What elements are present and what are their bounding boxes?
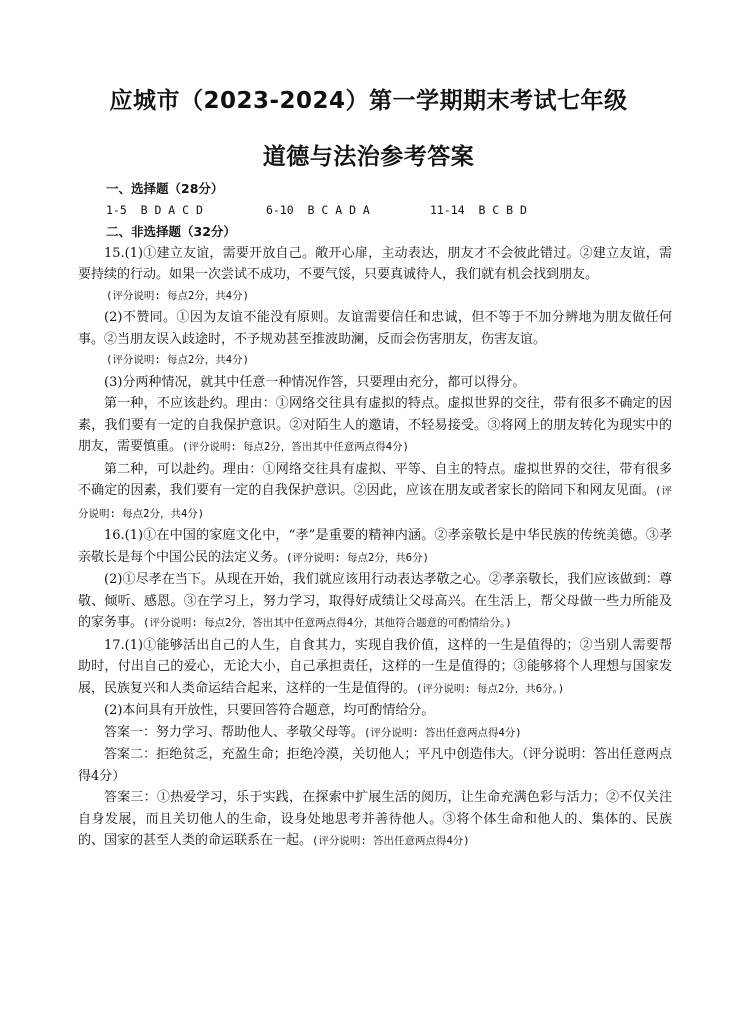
q17-part1 [78, 635, 672, 701]
q15-part3-option1 [78, 393, 672, 459]
doc-title: 应城市（2023-2024）第一学期期末考试七年级 [109, 88, 628, 114]
q16-part1-note: (评分说明: 每点2分，共6分) [286, 551, 429, 564]
doc-subtitle: 道德与法治参考答案 [262, 144, 475, 170]
answer-option-1 [78, 722, 672, 745]
section-heading-choice: 一、选择题（28分） [106, 181, 224, 196]
answer-option-1-text: 答案一：努力学习、帮助他人、孝敬父母等。 [104, 724, 365, 740]
q15-part1-note: (评分说明: 每点2分，共4分) [106, 289, 249, 302]
q15-option1-text: 第一种，不应该赴约。理由：①网络交往具有虚拟的特点。虚拟世界的交往，带有很多不确定的因素，我们要有一定的自我保护意识。②对陌生人的邀请，不轻易接受。③将网上的朋友转化为现实中的朋友，需要慎重。 [78, 396, 672, 454]
choice-group-2: 6-10 B C A D A [266, 202, 370, 217]
choice-group-1: 1-5 B D A C D [106, 202, 203, 217]
q15-option1-note: (评分说明: 每点2分，答出其中任意两点得4分) [182, 441, 409, 453]
q16-part2 [78, 569, 672, 635]
answer-option-3 [78, 787, 672, 853]
q15-part1: 15.(1)①建立友谊，需要开放自己。敞开心扉，主动表达，朋友才不会彼此错过。②建立友谊，需要持续的行动。如果一次尝试不成功，不要气馁，只要真诚待人，我们就有机会找到朋友。 [78, 245, 672, 282]
q16-part1 [78, 525, 672, 569]
q15-option2-text: 第二种，可以赴约。理由：①网络交往具有虚拟、平等、自主的特点。虚拟世界的交往，带有很多不确定的因素，我们要有一定的自我保护意识。②因此，应该在朋友或者家长的陪同下和网友见面。 [78, 461, 672, 498]
section-heading-nonchoice: 二、非选择题（32分） [106, 224, 236, 239]
answer-option-1-note: (评分说明: 答出任意两点得4分) [364, 726, 522, 739]
q15-part2-note: (评分说明: 每点2分，共4分) [106, 354, 249, 366]
q17-part1-text: 17.(1)①能够活出自己的人生，自食其力，实现自我价值，这样的一生是值得的；②当别人需要帮助时，付出自己的爱心，无论大小，自己承担责任，这样的一生是值得的；③能够将个人理想与国家发展，民族复兴和人类命运结合起来，这样的一生是值得的。 [78, 637, 672, 696]
q15-part3: (3)分两种情况，就其中任意一种情况作答，只要理由充分，都可以得分。 [104, 374, 526, 390]
q16-part2-note: (评分说明: 每点2分，答出其中任意两点得4分，其他符合题意的可酌情给分。) [143, 617, 512, 629]
answer-option-3-note: (评分说明: 答出任意两点得4分) [312, 835, 470, 847]
answer-body [78, 178, 672, 853]
q15-part3-option2 [78, 459, 672, 526]
q15-option2-note: (评分说明: 每点2分，共4分) [78, 485, 672, 520]
q16-part1-text: 16.(1)①在中国的家庭文化中，“孝”是重要的精神内涵。②孝亲敬长是中华民族的传统美德。③孝亲敬长是每个中国公民的法定义务。 [78, 528, 672, 565]
choice-group-3: 11-14 B C B D [430, 202, 527, 217]
q17-part2: (2)本问具有开放性，只要回答符合题意，均可酌情给分。 [104, 703, 435, 718]
q16-part2-text: (2)①尽孝在当下。从现在开始，我们就应该用行动表达孝敬之心。②孝亲敬长，我们应该做到：尊敬、倾听、感恩。③在学习上，努力学习，取得好成绩让父母高兴。在生活上，帮父母做一些力所能及的家务事。 [78, 572, 672, 630]
q15-part2: (2)不赞同。①因为友谊不能没有原则。友谊需要信任和忠诚，但不等于不加分辨地为朋友做任何事。②当朋友误入歧途时，不予规劝甚至推波助澜，反而会伤害朋友，伤害友谊。 [78, 310, 672, 347]
choice-answers [78, 200, 672, 222]
answer-option-3-text: 答案三：①热爱学习，乐于实践，在探索中扩展生活的阅历，让生命充满色彩与活力；②不仅关注自身发展，而且关切他人的生命，设身处地思考并善待他人。③将个体生命和他人的、集体的、民族的、国家的甚至人类的命运联系在一起。 [78, 790, 672, 848]
answer-option-2: 答案二：拒绝贫乏，充盈生命；拒绝冷漠，关切他人；平凡中创造伟大。（评分说明：答出任意两点得4分） [78, 747, 672, 784]
q17-part1-note: (评分说明: 每点2分，共6分。) [416, 682, 565, 695]
